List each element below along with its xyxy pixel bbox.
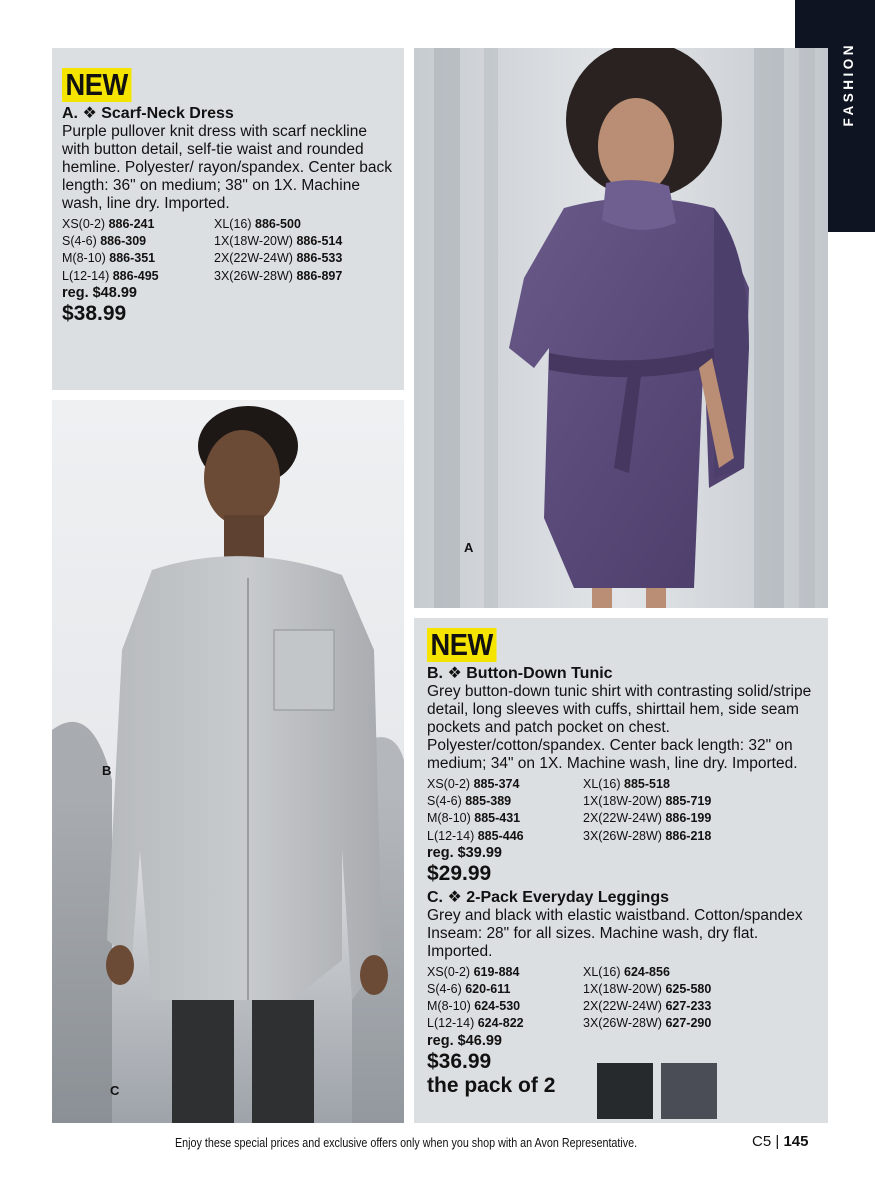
size-row: L(12-14) 885-446 [427, 828, 524, 843]
new-badge: NEW [62, 68, 131, 102]
size-row: L(12-14) 624-822 [427, 1016, 524, 1031]
page-number-value: 145 [783, 1133, 809, 1150]
item-b-photo-label: B [102, 763, 112, 778]
page-separator: | [775, 1133, 780, 1150]
item-b-c-panel [414, 618, 828, 1123]
section-code: C5 [752, 1133, 772, 1150]
item-c-regular-price: reg. $46.99 [427, 1032, 502, 1049]
item-a-size-table [62, 216, 394, 285]
size-row: 2X(22W-24W) 886-533 [214, 251, 343, 266]
item-a-sale-price: $38.99 [62, 301, 127, 325]
size-row: 3X(26W-28W) 886-897 [214, 268, 343, 283]
size-row: XL(16) 624-856 [583, 964, 670, 979]
size-row: 1X(18W-20W) 885-719 [583, 794, 712, 809]
item-c-pack-text: the pack of 2 [427, 1073, 556, 1097]
size-row: 2X(22W-24W) 886-199 [583, 811, 712, 826]
size-row: M(8-10) 885-431 [427, 811, 521, 826]
size-row: XL(16) 885-518 [583, 777, 670, 791]
item-c-description: Grey and black with elastic waistband. Cotton/spandex Inseam: 28" for all sizes. Machine wash, dry flat. Imported. [427, 906, 803, 960]
item-a-photo [414, 48, 828, 608]
size-row: S(4-6) 620-611 [427, 982, 511, 997]
model-grey-tunic-image [52, 400, 404, 1123]
item-a-regular-price: reg. $48.99 [62, 284, 137, 301]
item-b-regular-price: reg. $39.99 [427, 844, 502, 861]
swatch-grey [661, 1063, 717, 1119]
size-row: 2X(22W-24W) 627-233 [583, 999, 712, 1014]
swatch-black [597, 1063, 653, 1119]
page-number [752, 1133, 808, 1150]
item-c-sale-price: $36.99 [427, 1049, 492, 1073]
item-b-description: Grey button-down tunic shirt with contrasting solid/stripe detail, long sleeves with cuffs, shirttail hem, side seam pockets and patch pocket on chest. Polyester/cotton/spandex. Center back length: 32" on medium; 34" on 1X. Machine wash, line dry. Imported. [427, 683, 812, 772]
size-row: 1X(18W-20W) 886-514 [214, 234, 343, 249]
size-row: 3X(26W-28W) 627-290 [583, 1016, 712, 1031]
item-c-photo-label: C [110, 1083, 120, 1098]
size-row: 3X(26W-28W) 886-218 [583, 828, 712, 843]
size-row: XS(0-2) 619-884 [427, 964, 520, 979]
size-row: S(4-6) 886-309 [62, 234, 147, 249]
item-c-size-table [427, 964, 816, 1033]
new-badge: NEW [427, 628, 496, 662]
item-b-size-table [427, 776, 816, 845]
item-c-title: C. ❖ 2-Pack Everyday Leggings [427, 888, 669, 906]
item-a-title: A. ❖ Scarf-Neck Dress [62, 105, 234, 122]
item-b-title: B. ❖ Button-Down Tunic [427, 665, 613, 682]
size-row: M(8-10) 886-351 [62, 251, 156, 266]
item-a-description: Purple pullover knit dress with scarf neckline with button detail, self-tie waist and rounded hemline. Polyester/ rayon/spandex. Center back length: 36" on medium; 38" on 1X. Machine wash, line dry. Imported. [62, 123, 392, 212]
size-row: S(4-6) 885-389 [427, 794, 512, 809]
footer-disclaimer: Enjoy these special prices and exclusive offers only when you shop with an Avon Representative. [175, 1136, 638, 1150]
item-b-photo [52, 400, 404, 1123]
size-row: M(8-10) 624-530 [427, 999, 521, 1014]
section-tab-label: FASHION [840, 42, 856, 127]
model-purple-dress-image [414, 48, 828, 608]
item-a-photo-label: A [464, 540, 474, 555]
size-row: L(12-14) 886-495 [62, 268, 159, 283]
item-a-panel [52, 48, 404, 390]
item-b-sale-price: $29.99 [427, 861, 492, 885]
size-row: XS(0-2) 885-374 [427, 777, 520, 791]
size-row: 1X(18W-20W) 625-580 [583, 982, 712, 997]
size-row: XS(0-2) 886-241 [62, 217, 155, 231]
size-row: XL(16) 886-500 [214, 217, 301, 231]
